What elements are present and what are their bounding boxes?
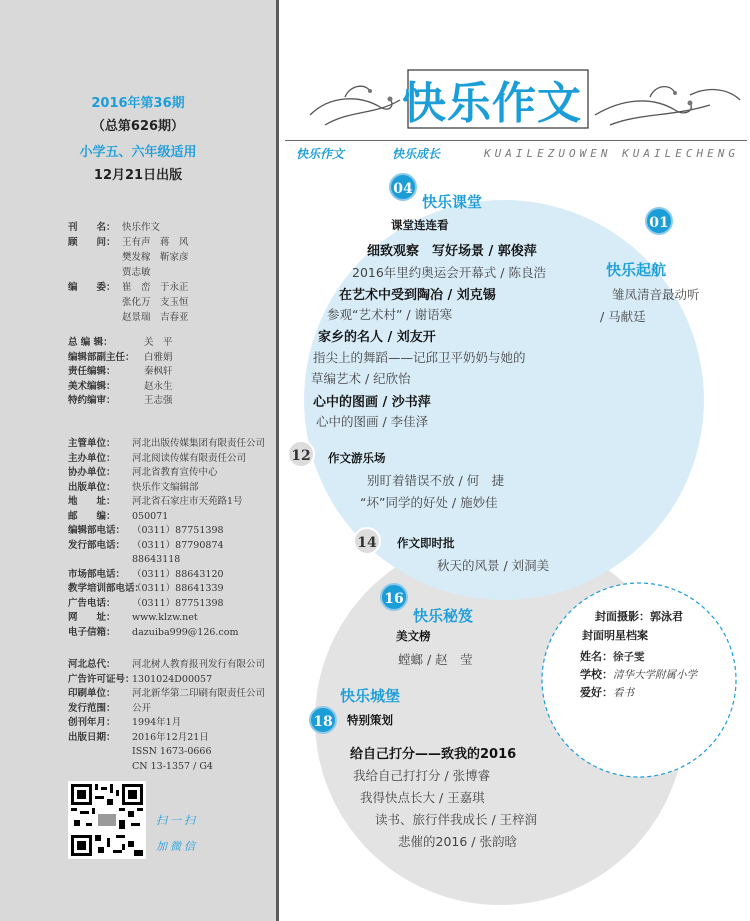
distribution-value: 河北树人教育报刊发行有限公司: [132, 659, 266, 670]
toc-item-04[interactable]: 在艺术中受到陶冶 / 刘克锡: [339, 288, 496, 303]
publisher-label: 主办单位：: [68, 452, 116, 464]
cover-school-label: 学校：: [580, 668, 613, 681]
toc-item-14-1[interactable]: 秋天的风景 / 刘洞美: [437, 558, 550, 573]
section-title-kuaile-qihang[interactable]: 快乐起航: [606, 261, 667, 279]
info-value: 王有声 蒋 风: [122, 237, 189, 248]
info-label: 编 委：: [68, 282, 116, 293]
toc-item-04[interactable]: 心中的图画 / 李佳泽: [316, 414, 429, 429]
staff-value: 关 平: [144, 337, 173, 348]
section-title-kuaile-chengbao[interactable]: 快乐城堡: [340, 687, 401, 705]
staff-label: 编辑部副主任：: [68, 351, 135, 363]
toc-item-04[interactable]: 指尖上的舞蹈——记邱卫平奶奶与她的: [313, 350, 526, 365]
publisher-value: （0311）87751398: [132, 525, 224, 536]
publisher-value: （0311）88643120: [132, 568, 224, 580]
publisher-label: 地 址：: [68, 496, 116, 507]
toc-item-04[interactable]: 草编艺术 / 纪欣怡: [311, 371, 411, 386]
section-num-18: 18: [309, 706, 337, 734]
toc-item-18[interactable]: 我得快点长大 / 王嘉琪: [360, 790, 485, 805]
masthead-title: 快乐作文: [402, 78, 582, 129]
section-num-12: 12: [287, 440, 315, 468]
cover-name-row: [580, 645, 645, 664]
staff-value: 白雅娟: [144, 351, 173, 363]
distribution-label: 发行范围：: [68, 702, 116, 714]
toc-item-18[interactable]: 悲催的2016 / 张韵晗: [398, 834, 517, 849]
cover-school-row: [580, 663, 697, 682]
sub-heading-ketang: 课堂连连看: [391, 218, 449, 232]
publisher-label: 编辑部电话：: [68, 525, 126, 536]
sub-heading-meiwenbang: 美文榜: [396, 629, 431, 643]
info-value: 贾志敏: [122, 267, 151, 278]
staff-label: 总 编 辑：: [68, 337, 113, 348]
toc-item-16-1[interactable]: 螳螂 / 赵 莹: [398, 652, 473, 667]
publisher-label: 协办单位：: [68, 467, 116, 478]
toc-item-04[interactable]: 细致观察 写好场景 / 郭俊萍: [367, 244, 537, 259]
info-value: 崔 峦 于永正: [122, 282, 189, 293]
tagline-1: 快乐作文: [296, 147, 345, 161]
toc-item-04[interactable]: 心中的图画 / 沙书萍: [313, 395, 431, 410]
section-num-01: 01: [645, 207, 673, 235]
publisher-value: 050071: [132, 510, 169, 522]
publisher-value: 88643118: [132, 554, 181, 565]
publisher-value: （0311）87790874: [132, 539, 224, 551]
info-label: 顾 问：: [68, 237, 116, 248]
sub-heading-tebie-cehua: 特别策划: [347, 713, 393, 727]
publisher-label: 电子信箱：: [68, 626, 116, 638]
qr-caption-2: 加微信: [156, 840, 198, 853]
qr-code-image: [71, 784, 143, 856]
publisher-label: 市场部电话：: [68, 568, 126, 580]
publisher-label: 广告电话：: [68, 597, 116, 609]
cover-star-heading: 封面明星档案: [582, 629, 648, 642]
info-value: 赵景瑞 吉春亚: [122, 312, 189, 323]
cover-photographer: 封面摄影：郭泳君: [595, 610, 683, 623]
toc-item-18[interactable]: 我给自己打打分 / 张博睿: [353, 768, 491, 783]
staff-value: 赵永生: [144, 380, 173, 392]
toc-item-12-1[interactable]: 别盯着错误不放 / 何 捷: [367, 473, 505, 488]
distribution-value: 1994年1月: [132, 717, 182, 728]
section-title-zuowen-youlechang[interactable]: 作文游乐场: [328, 451, 386, 465]
staff-label: 美术编辑：: [68, 380, 116, 392]
publisher-value: www.klzw.net: [132, 612, 198, 623]
issue-date: 12月21日出版: [93, 168, 183, 183]
toc-item-18[interactable]: 给自己打分——致我的2016: [350, 747, 517, 762]
info-value: 张化万 支玉恒: [122, 297, 189, 308]
section-num-14: 14: [353, 527, 381, 555]
distribution-label: 出版日期：: [68, 731, 116, 743]
distribution-label: 河北总代：: [68, 659, 116, 670]
info-value: 樊发稼 靳家彦: [122, 252, 189, 263]
distribution-value: 2016年12月21日: [132, 731, 209, 743]
toc-item-01-2[interactable]: / 马献廷: [600, 309, 646, 324]
publisher-value: 河北省石家庄市天苑路1号: [132, 496, 243, 507]
tagline-pinyin: KUAILEZUOWEN KUAILECHENG: [484, 147, 739, 160]
section-title-kuaile-miji[interactable]: 快乐秘笈: [413, 607, 474, 625]
publisher-value: dazuiba999@126.com: [132, 626, 239, 638]
distribution-label: 创刊年月：: [68, 717, 116, 728]
info-label: 刊 名：: [68, 222, 116, 233]
staff-value: 秦枫轩: [144, 366, 173, 377]
qr-caption-1: 扫一扫: [156, 814, 198, 827]
toc-item-01-1[interactable]: 雏凤清音最动听: [612, 287, 700, 302]
publisher-label: 出版单位：: [68, 481, 116, 493]
cover-hobby-label: 爱好：: [580, 686, 613, 699]
publisher-value: 河北阅读传媒有限责任公司: [132, 452, 247, 464]
publisher-label: 网 址：: [68, 612, 116, 623]
distribution-value: 1301024D00057: [132, 673, 213, 685]
section-num-04: 04: [389, 173, 417, 201]
publisher-label: 主管单位：: [68, 438, 116, 449]
toc-item-04[interactable]: 2016年里约奥运会开幕式 / 陈良浩: [352, 265, 546, 280]
distribution-value: 河北新华第二印刷有限责任公司: [132, 688, 266, 699]
distribution-value: CN 13-1357 / G4: [132, 760, 213, 772]
masthead-rule: [285, 140, 747, 141]
info-value: 快乐作文: [122, 222, 161, 233]
publisher-value: 河北出版传媒集团有限责任公司: [132, 438, 266, 449]
toc-item-04[interactable]: 参观“艺术村” / 谢语寒: [327, 307, 453, 322]
staff-label: 责任编辑：: [68, 366, 116, 377]
distribution-label: 印刷单位：: [68, 688, 116, 699]
issue-number: 2016年第36期: [91, 96, 185, 111]
issue-grade: 小学五、六年级适用: [79, 145, 197, 160]
toc-item-04[interactable]: 家乡的名人 / 刘友开: [318, 330, 436, 345]
section-num-16: 16: [380, 583, 408, 611]
cover-name-label: 姓名：: [580, 650, 613, 663]
publisher-value: 河北省教育宣传中心: [132, 467, 218, 478]
cover-school-value: 清华大学附属小学: [613, 669, 697, 681]
publisher-value: 快乐作文编辑部: [132, 481, 199, 493]
publisher-label: 发行部电话：: [68, 539, 126, 551]
cover-hobby-value: 看书: [613, 687, 634, 699]
publisher-value: （0311）87751398: [132, 597, 224, 609]
qr-code: [68, 781, 146, 859]
issue-total: （总第626期）: [91, 119, 185, 134]
toc-item-18[interactable]: 读书、旅行伴我成长 / 王梓润: [375, 812, 538, 827]
section-title-kuaile-ketang[interactable]: 快乐课堂: [422, 193, 483, 211]
staff-label: 特约编审：: [68, 395, 116, 406]
publisher-label: 教学培训部电话：: [68, 583, 145, 594]
cover-name-value: 徐子雯: [613, 651, 645, 663]
distribution-label: 广告许可证号：: [68, 673, 135, 685]
staff-value: 王志强: [144, 395, 173, 406]
distribution-value: 公开: [132, 702, 152, 714]
section-title-zuowen-jishipi[interactable]: 作文即时批: [397, 536, 455, 550]
distribution-value: ISSN 1673-0666: [132, 746, 212, 757]
cover-hobby-row: [580, 681, 634, 700]
publisher-label: 邮 编：: [68, 510, 116, 522]
toc-item-12-2[interactable]: “坏”同学的好处 / 施妙佳: [360, 495, 498, 510]
publisher-value: （0311）88641339: [132, 583, 224, 594]
tagline-2: 快乐成长: [392, 147, 441, 161]
